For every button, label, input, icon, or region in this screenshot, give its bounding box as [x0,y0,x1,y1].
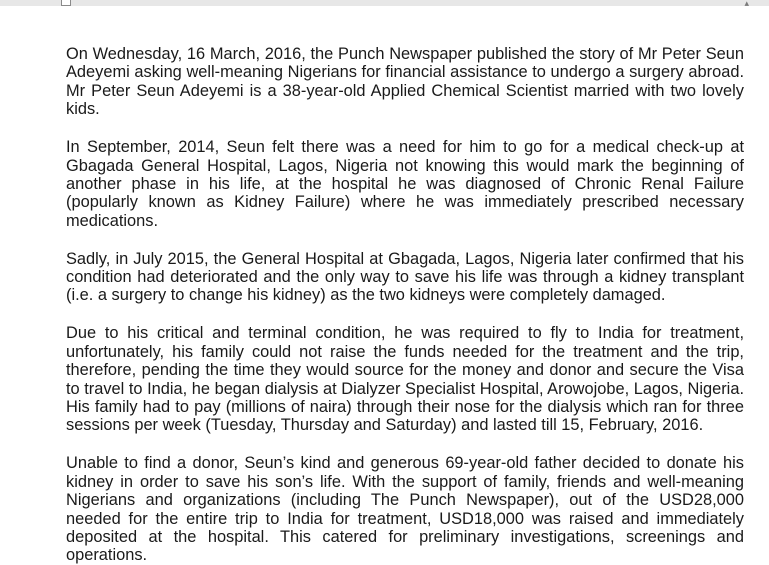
paragraph-2: In September, 2014, Seun felt there was a need for him to go for a medical check-up at Gbagada General Hospital, Lagos, Nigeria not knowing this would mark the beginning of another phase in his life, at the hospital he was diagnosed of Chronic Renal Failure (popularly known as Kidney Failure) where he was immediately prescribed necessary medications. [66,138,744,230]
paragraph-3: Sadly, in July 2015, the General Hospital at Gbagada, Lagos, Nigeria later confirmed that his condition had deteriorated and the only way to save his life was through a kidney transplant (i.e. a surgery to change his kidney) as the two kidneys were completely damaged. [66,249,744,305]
paragraph-4: Due to his critical and terminal condition, he was required to fly to India for treatment, unfortunately, his family could not raise the funds needed for the treatment and the trip, therefore, pending the time they would source for the money and donor and secure the Visa to travel to India, he began dialysis at Dialyzer Specialist Hospital, Arowojobe, Lagos, Nigeria. His family had to pay (millions of naira) through their nose for the dialysis which ran for three sessions per week (Tuesday, Thursday and Saturday) and lasted till 15, February, 2016. [66,324,744,435]
document-body[interactable] [66,45,744,565]
table-move-handle-icon[interactable] [61,0,71,6]
paragraph-5: Unable to find a donor, Seun’s kind and generous 69-year-old father decided to donate his kidney in order to save his son’s life. With the support of family, friends and well-meaning Nigerians and organizations (including The Punch Newspaper), out of the USD28,000 needed for the entire trip to India for treatment, USD18,000 was raised and immediately deposited at the hospital. This catered for preliminary investigations, screenings and operations. [66,454,744,565]
paragraph-1: On Wednesday, 16 March, 2016, the Punch Newspaper published the story of Mr Peter Seun Adeyemi asking well-meaning Nigerians for financial assistance to undergo a surgery abroad. Mr Peter Seun Adeyemi is a 38-year-old Applied Chemical Scientist married with two lovely kids. [66,45,744,119]
scroll-up-arrow-icon[interactable]: ▴ [744,0,749,8]
top-ruler-bar [0,0,769,6]
